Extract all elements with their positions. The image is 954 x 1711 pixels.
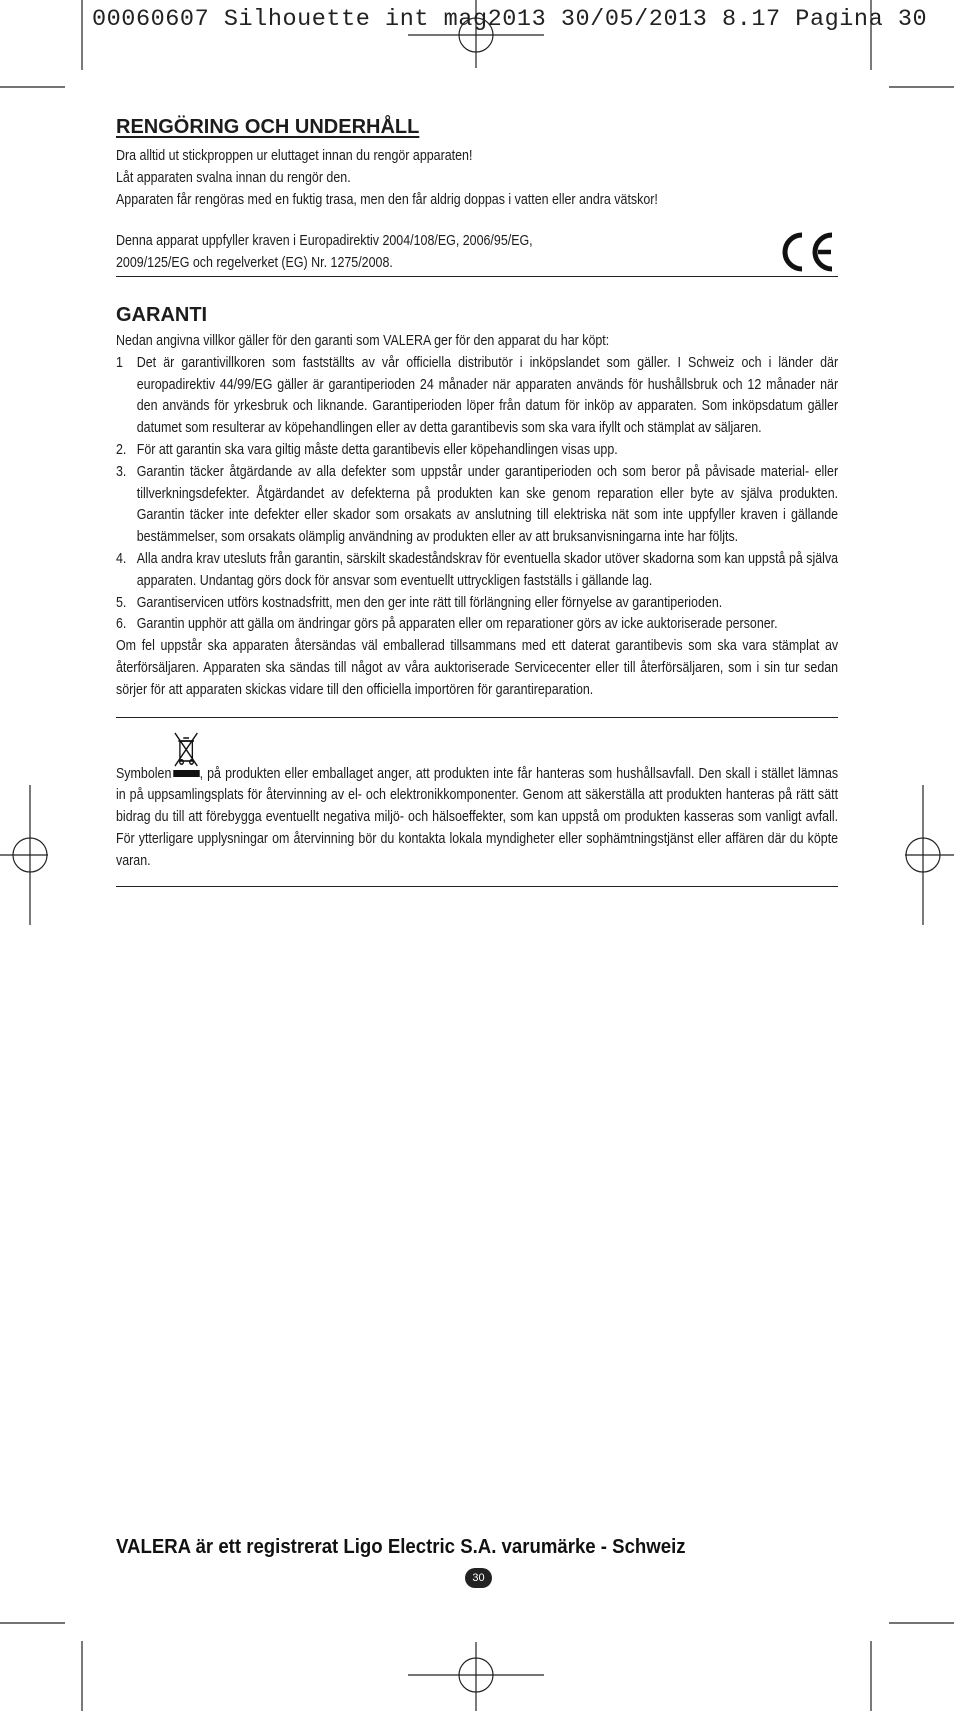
list-text: Garantiservicen utförs kostnadsfritt, men den ger inte rätt till förlängning eller förnyelse av garantiperioden. — [136, 593, 723, 611]
warranty-closing: Om fel uppstår ska apparaten återsändas väl emballerad tillsammans med ett daterat garantibevis som ska vara stämplat av återförsäljaren. Apparaten ska sändas till något av våra auktoriserade Servicecenter eller till återförsäljaren, som i sin tur sedan sörjer för att apparaten skickas vidare till den officiella importören för garantireparation. — [116, 637, 839, 698]
cleaning-line: Låt apparaten svalna innan du rengör den. — [116, 168, 351, 186]
warranty-section — [116, 303, 838, 701]
disposal-text — [116, 730, 838, 872]
list-text: Garantin upphör att gälla om ändringar görs på apparaten eller om reparationer görs av icke auktoriserade personer. — [136, 615, 778, 633]
list-text: Alla andra krav utesluts från garantin, särskilt skadeståndskrav för eventuella skador utöver skadorna som kan uppstå på själva apparaten. Undantag görs dock för ansvar som eventuellt uttryckligen fastställs i gällande lag. — [136, 549, 839, 589]
list-item — [116, 439, 838, 461]
warranty-title: GARANTI — [116, 303, 208, 326]
registration-mark-icon — [905, 785, 954, 925]
list-number: 1 — [116, 353, 123, 371]
disposal-prefix: Symbolen — [116, 764, 172, 782]
divider — [116, 886, 838, 887]
list-text: Garantin täcker åtgärdande av alla defekter som uppstår under garantiperioden och som beror på påvisade material- eller tillverkningsdefekter. Åtgärdandet av defekterna på produkten kan ske genom reparation eller byte av själva produkten. Garantin täcker inte defekter eller skador som orsakats av anslutning till elektriska nät som inte uppfyller kraven i gällande bestämmelser, som orsakats olämplig användning av produkten eller av att bruksanvisningarna inte har följts. — [136, 462, 839, 546]
list-item — [116, 613, 838, 635]
divider — [116, 276, 838, 277]
list-number: 2. — [116, 440, 127, 458]
disposal-section — [116, 730, 838, 872]
disposal-body: , på produkten eller emballaget anger, att produkten inte får hanteras som hushållsavfall. Den skall i stället lämnas in på uppsamlingsplats för återvinning av el- och elektronikkomponenter. Genom att säkerställa att produkten hanteras på rätt sätt bidrag du till att förebygga eventuellt negativa miljö- och hälsoeffekter, som kan uppstå om produkten kasseras som vanligt avfall. För ytterligare upplysningar om återvinning bör du kontakta lokala myndigheter eller sophämtningstjänst eller affären där du köpte varan. — [116, 764, 839, 869]
registration-mark-icon — [0, 785, 48, 925]
list-number: 4. — [116, 549, 127, 567]
list-number: 3. — [116, 462, 127, 480]
list-item — [116, 548, 838, 592]
weee-crossed-bin-icon — [171, 730, 199, 780]
compliance-text: 2009/125/EG och regelverket (EG) Nr. 1275/2008. — [116, 254, 393, 272]
compliance-text: Denna apparat uppfyller kraven i Europadirektiv 2004/108/EG, 2006/95/EG, — [116, 232, 533, 250]
list-text: Det är garantivillkoren som fastställts av vår officiella distributör i inköpslandet som gäller. I Schweiz och i länder där europadirektiv 44/99/EG gäller är garantiperioden 24 månader när apparaten används för hushållsbruk och 12 månader när den används för yrkesbruk och liknande. Garantiperioden löper från datum för inköp av apparaten. Som inköpsdatum gäller datumet som resulterar av köpehandlingen eller av detta garantibevis som ska vara ifyllt och stämplat av säljaren. — [136, 353, 839, 437]
warranty-intro: Nedan angivna villkor gäller för den garanti som VALERA ger för den apparat du har köpt: — [116, 331, 610, 349]
cleaning-title: RENGÖRING OCH UNDERHÅLL — [116, 116, 420, 138]
page-number-badge: 30 — [465, 1568, 492, 1588]
registration-mark-icon — [408, 1642, 544, 1711]
page-content — [116, 115, 838, 887]
print-header: 00060607 Silhouette int mag2013 30/05/2013 8.17 Pagina 30 — [92, 6, 928, 33]
list-item — [116, 352, 838, 439]
list-item — [116, 592, 838, 614]
cleaning-line: Dra alltid ut stickproppen ur eluttaget innan du rengör apparaten! — [116, 147, 473, 164]
list-number: 6. — [116, 615, 127, 633]
warranty-terms-list — [116, 352, 838, 635]
list-text: För att garantin ska vara giltig måste detta garantibevis eller köpehandlingen visas upp. — [136, 440, 618, 458]
trademark-footer: VALERA är ett registrerat Ligo Electric S.A. varumärke - Schweiz — [116, 1536, 686, 1558]
cleaning-line: Apparaten får rengöras med en fuktig trasa, men den får aldrig doppas i vatten eller andra vätskor! — [116, 190, 658, 208]
list-item — [116, 461, 838, 548]
cleaning-section — [116, 115, 838, 274]
list-number: 5. — [116, 593, 127, 611]
divider — [116, 717, 838, 718]
